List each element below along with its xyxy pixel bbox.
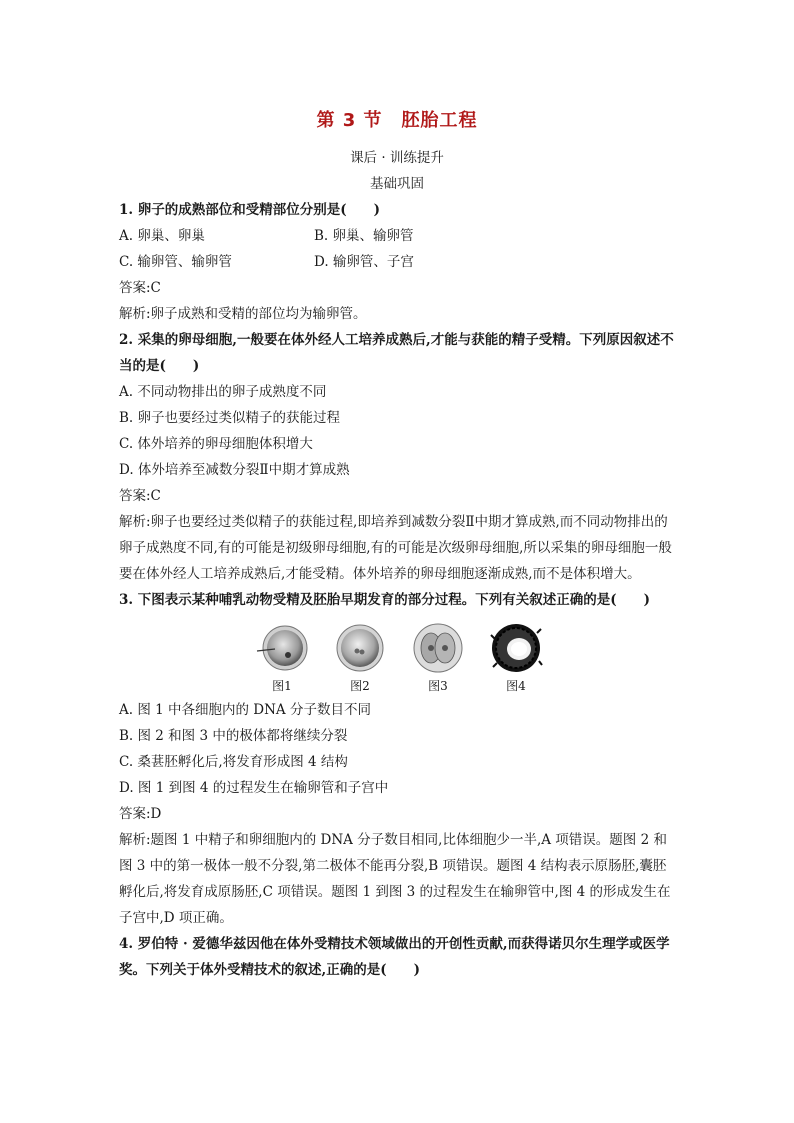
q2-analysis: 解析:卵子也要经过类似精子的获能过程,即培养到减数分裂Ⅱ中期才算成熟,而不同动物排出的卵子成熟度不同,有的可能是初级卵母细胞,有的可能是次级卵母细胞,所以采集的卵母细胞一般要在体外经人工培养成熟后,才能受精。体外培养的卵母细胞逐渐成熟,而不是体积增大。 (119, 514, 672, 582)
figure-4-caption: 图4 (506, 679, 526, 693)
gastrula-image (489, 621, 543, 675)
figure-4 (486, 621, 546, 695)
zygote-image (333, 621, 387, 675)
q2-option-c: C. 体外培养的卵母细胞体积增大 (119, 436, 313, 452)
q1-options-row-1 (119, 223, 679, 249)
section-subtitle: 课后 · 训练提升 (350, 150, 444, 166)
q3-option-d: D. 图 1 到图 4 的过程发生在输卵管和子宫中 (119, 780, 389, 796)
section-level: 基础巩固 (370, 176, 424, 192)
q1-stem: 1. 卵子的成熟部位和受精部位分别是( ) (119, 202, 381, 218)
q2-option-d: D. 体外培养至减数分裂Ⅱ中期才算成熟 (119, 462, 350, 478)
q2-option-b: B. 卵子也要经过类似精子的获能过程 (119, 410, 341, 426)
figure-2 (330, 621, 390, 695)
two-cell-embryo-image (411, 621, 465, 675)
q3-figures (119, 621, 679, 695)
figure-2-caption: 图2 (350, 679, 370, 693)
q1-analysis: 解析:卵子成熟和受精的部位均为输卵管。 (119, 306, 367, 322)
q3-answer: 答案:D (119, 806, 162, 822)
q3-stem: 3. 下图表示某种哺乳动物受精及胚胎早期发育的部分过程。下列有关叙述正确的是( ) (119, 592, 651, 608)
figure-1 (252, 621, 312, 695)
q2-option-a: A. 不同动物排出的卵子成熟度不同 (119, 384, 327, 400)
question-list (119, 197, 679, 983)
q1-option-b: B. 卵巢、输卵管 (314, 228, 414, 244)
q3-option-b: B. 图 2 和图 3 中的极体都将继续分裂 (119, 728, 348, 744)
q3-option-a: A. 图 1 中各细胞内的 DNA 分子数目不同 (119, 702, 371, 718)
q1-options-row-2 (119, 249, 679, 275)
fertilization-image (255, 621, 309, 675)
page-title: 第 3 节 胚胎工程 (316, 110, 478, 131)
figure-3-caption: 图3 (428, 679, 448, 693)
q3-option-c: C. 桑葚胚孵化后,将发育形成图 4 结构 (119, 754, 348, 770)
q2-stem: 2. 采集的卵母细胞,一般要在体外经人工培养成熟后,才能与获能的精子受精。下列原因叙述不当的是( ) (119, 332, 674, 374)
q1-option-c: C. 输卵管、输卵管 (119, 254, 232, 270)
q2-answer: 答案:C (119, 488, 161, 504)
q1-answer: 答案:C (119, 280, 161, 296)
q4-stem: 4. 罗伯特 · 爱德华兹因他在体外受精技术领域做出的开创性贡献,而获得诺贝尔生理学或医学奖。下列关于体外受精技术的叙述,正确的是( ) (119, 936, 670, 978)
q3-analysis: 解析:题图 1 中精子和卵细胞内的 DNA 分子数目相同,比体细胞少一半,A 项错误。题图 2 和图 3 中的第一极体一般不分裂,第二极体不能再分裂,B 项错误。题图 4 结构表示原肠胚,囊胚孵化后,将发育成原肠胚,C 项错误。题图 1 到图 3 的过程发生在输卵管中,图 4 的形成发生在子宫中,D 项正确。 (119, 832, 671, 926)
figure-1-caption: 图1 (272, 679, 292, 693)
q1-option-a: A. 卵巢、卵巢 (119, 228, 205, 244)
figure-3 (408, 621, 468, 695)
q1-option-d: D. 输卵管、子宫 (314, 254, 414, 270)
